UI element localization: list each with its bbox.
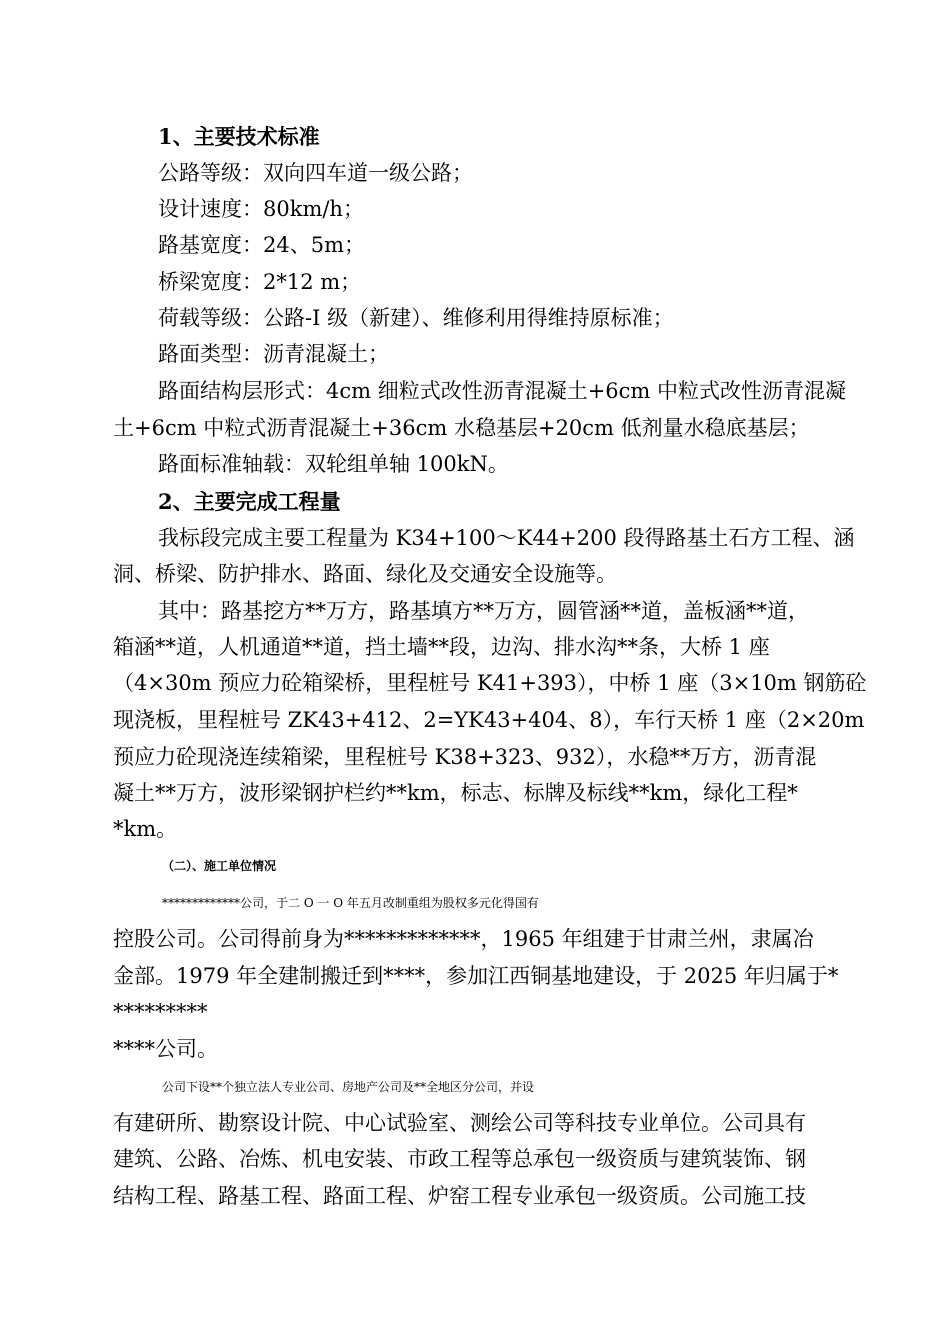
pavement-structure-line-1: 路面结构层形式：4cm 细粒式改性沥青混凝土+6cm 中粒式改性沥青混凝 xyxy=(158,379,847,403)
company-line-5: ****公司。 xyxy=(113,1037,218,1061)
heading-technical-standards: 1、主要技术标准 xyxy=(158,124,320,149)
detail-line-1: 其中：路基挖方**万方，路基填方**万方，圆管涵**道，盖板涵**道， xyxy=(158,599,809,623)
spec-load-grade: 荷载等级：公路-Ⅰ 级（新建）、维修利用得维持原标准； xyxy=(158,306,674,330)
company-detail-line-1: 公司下设**个独立法人专业公司、房地产公司及**全地区分公司，并设 xyxy=(162,1080,535,1094)
heading-main-quantities: 2、主要完成工程量 xyxy=(158,489,341,514)
spec-standard-axle-load: 路面标准轴载：双轮组单轴 100kN。 xyxy=(158,452,509,476)
heading-contractor-info: （二）、施工单位情况 xyxy=(162,859,277,873)
company-detail-line-3: 建筑、公路、冶炼、机电安装、市政工程等总承包一级资质与建筑装饰、钢 xyxy=(113,1147,806,1171)
detail-line-3: （4×30m 预应力砼箱梁桥，里程桩号 K41+393），中桥 1 座（3×10m 钢筋砼 xyxy=(113,671,867,695)
detail-line-6: 凝土**万方，波形梁钢护栏约**km，标志、标牌及标线**km，绿化工程* xyxy=(113,781,798,805)
company-line-1: *************公司，于二 O 一 O 年五月改制重组为股权多元化得国有 xyxy=(162,896,539,910)
spec-bridge-width: 桥梁宽度：2*12 m； xyxy=(158,270,362,294)
detail-line-7: *km。 xyxy=(113,817,178,841)
company-line-2: 控股公司。公司得前身为*************，1965 年组建于甘肃兰州，隶属冶 xyxy=(113,927,814,951)
spec-road-grade: 公路等级：双向四车道一级公路； xyxy=(158,161,473,185)
spec-design-speed: 设计速度：80km/h； xyxy=(158,197,364,221)
scope-line-1: 我标段完成主要工程量为 K34+100～K44+200 段得路基土石方工程、涵 xyxy=(158,526,855,550)
company-detail-line-2: 有建研所、勘察设计院、中心试验室、测绘公司等科技专业单位。公司具有 xyxy=(113,1111,806,1135)
spec-pavement-type: 路面类型：沥青混凝土； xyxy=(158,342,389,366)
company-detail-line-4: 结构工程、路基工程、路面工程、炉窑工程专业承包一级资质。公司施工技 xyxy=(113,1184,806,1208)
detail-line-2: 箱涵**道，人机通道**道，挡土墙**段，边沟、排水沟**条，大桥 1 座 xyxy=(113,635,770,659)
company-line-3: 金部。1979 年全建制搬迁到****，参加江西铜基地建设，于 2025 年归属于* xyxy=(113,964,839,988)
detail-line-5: 预应力砼现浇连续箱梁，里程桩号 K38+323、932），水稳**万方，沥青混 xyxy=(113,745,817,769)
scope-line-2: 洞、桥梁、防护排水、路面、绿化及交通安全设施等。 xyxy=(113,562,617,586)
company-line-4: ********* xyxy=(113,1000,208,1024)
detail-line-4: 现浇板，里程桩号 ZK43+412、2=YK43+404、8），车行天桥 1 座（2×20m xyxy=(113,708,865,732)
pavement-structure-line-2: 土+6cm 中粒式沥青混凝土+36cm 水稳基层+20cm 低剂量水稳底基层； xyxy=(113,416,810,440)
spec-subgrade-width: 路基宽度：24、5m； xyxy=(158,233,365,257)
